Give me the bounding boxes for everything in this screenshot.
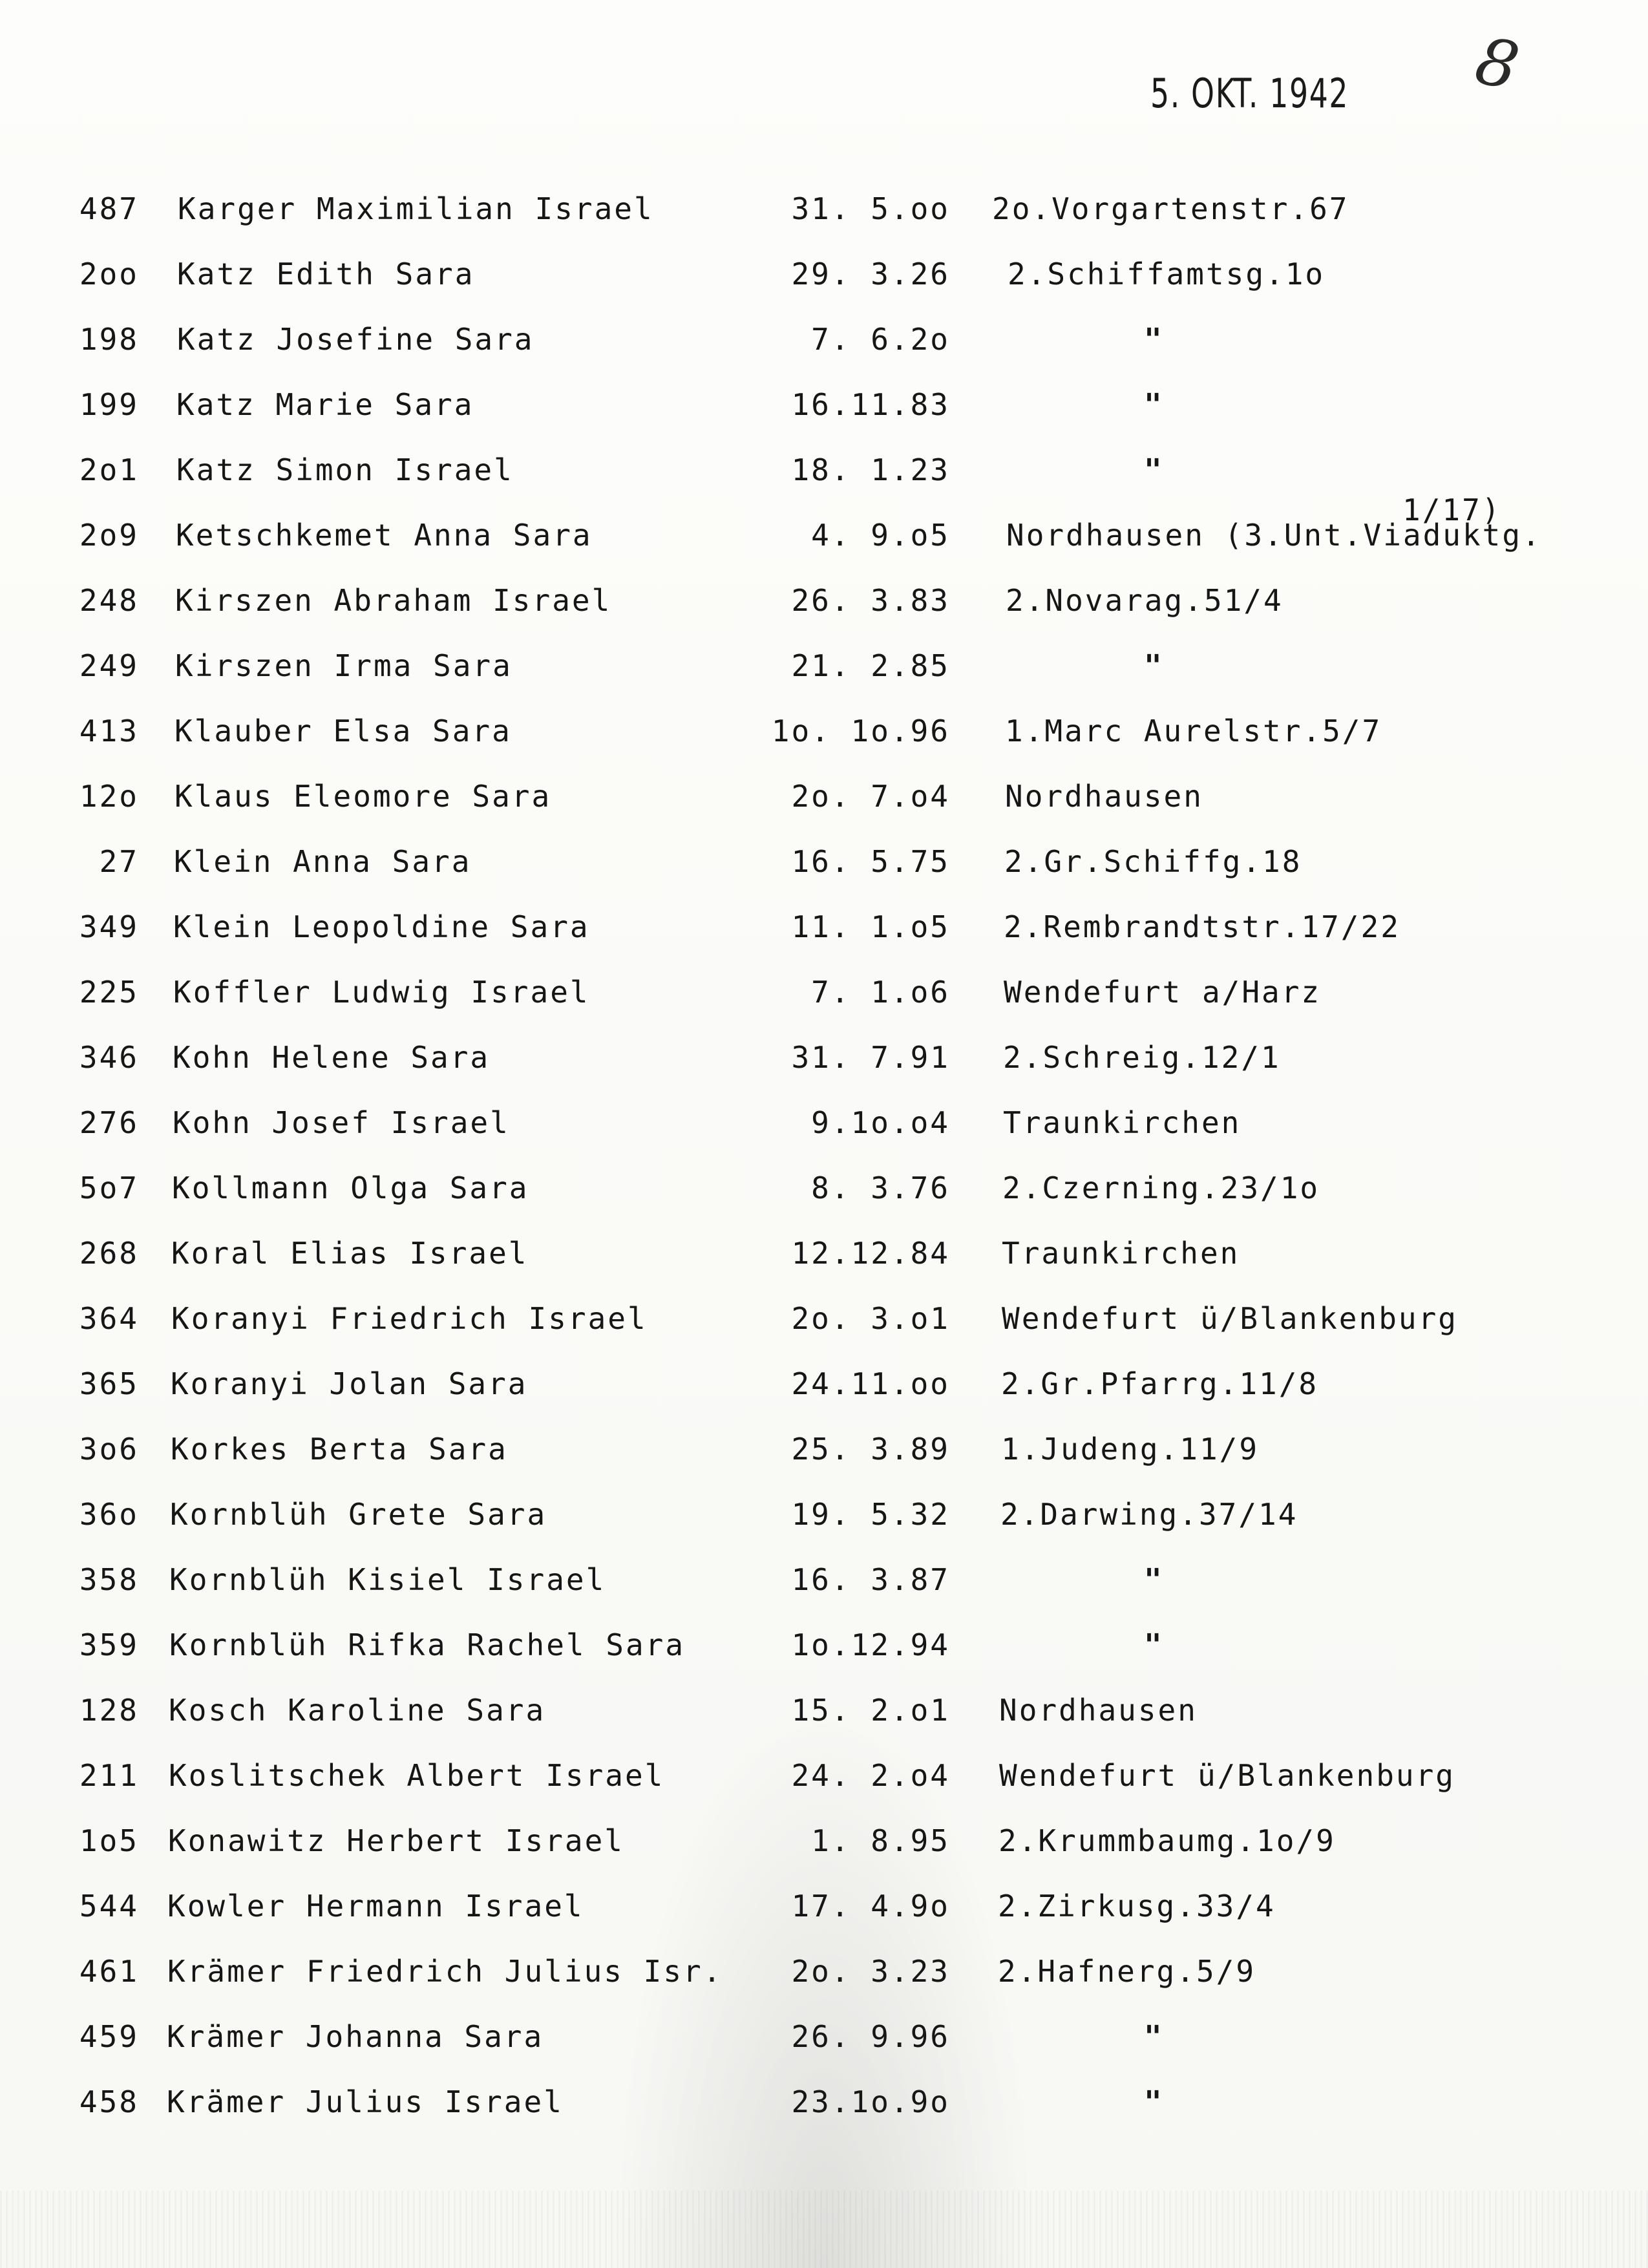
entry-number: 276 [79,1105,139,1140]
entry-address: Wendefurt ü/Blankenburg [1002,1301,1458,1336]
ditto-mark: " [1144,322,1164,357]
entry-name: Kohn Helene Sara [173,1040,491,1075]
entry-address: 2.Darwing.37/14 [1000,1497,1298,1532]
entry-number: 365 [79,1366,139,1401]
entry-birth-date: 29. 3.26 [791,257,950,291]
entry-number: 198 [79,322,139,357]
entry-name: Kornblüh Kisiel Israel [169,1562,606,1597]
entry-number: 544 [79,1889,139,1924]
entry-address: 1.Judeng.11/9 [1001,1432,1260,1467]
entry-number: 128 [79,1693,139,1728]
entry-address: Wendefurt a/Harz [1004,975,1322,1010]
entry-address: 2.Gr.Pfarrg.11/8 [1001,1366,1319,1401]
table-row [0,1105,1648,1150]
entry-birth-date: 16.11.83 [791,387,950,422]
entry-name: Korkes Berta Sara [171,1432,508,1467]
entry-name: Klaus Eleomore Sara [174,779,552,814]
entry-birth-date: 2o. 3.23 [791,1954,950,1989]
entry-name: Klein Leopoldine Sara [173,909,590,944]
entry-number: 2o1 [79,452,139,487]
ditto-mark: " [1144,2084,1164,2119]
entry-birth-date: 2o. 7.o4 [791,779,950,814]
entry-birth-date: 17. 4.9o [791,1889,950,1924]
table-row [0,583,1648,628]
entry-birth-date: 11. 1.o5 [791,909,950,944]
entry-name: Kohn Josef Israel [173,1105,510,1140]
entry-name: Kowler Hermann Israel [167,1889,584,1924]
entry-address: 2o.Vorgartenstr.67 [992,191,1349,226]
entry-number: 5o7 [79,1171,139,1205]
entry-number: 3o6 [79,1432,139,1467]
entry-birth-date: 18. 1.23 [791,452,950,487]
entry-number: 249 [79,648,139,683]
table-row [0,387,1648,432]
entry-number: 199 [79,387,139,422]
entry-birth-date: 1o.12.94 [791,1627,950,1662]
entry-number: 248 [79,583,139,618]
table-row [0,1171,1648,1216]
entry-address: Nordhausen (3.Unt.Viaduktg. [1006,518,1542,553]
entry-birth-date: 23.1o.9o [791,2084,950,2119]
entry-address: 2.Zirkusg.33/4 [998,1889,1276,1924]
entry-number: 2o9 [79,518,139,553]
entry-number: 487 [79,191,139,226]
scan-noise [0,2190,1648,2268]
table-row [0,1889,1648,1934]
table-row [0,779,1648,824]
entry-address: Nordhausen [1005,779,1203,814]
table-row [0,714,1648,759]
entry-address: 1.Marc Aurelstr.5/7 [1005,714,1382,748]
ditto-mark: " [1144,452,1164,487]
ditto-mark: " [1144,1627,1164,1662]
entry-number: 27 [99,844,139,879]
entry-number: 359 [79,1627,139,1662]
table-row [0,1562,1648,1607]
table-row [0,1301,1648,1346]
table-row [0,909,1648,955]
entry-name: Koslitschek Albert Israel [169,1758,665,1793]
entry-name: Konawitz Herbert Israel [168,1823,624,1858]
entry-number: 413 [79,714,139,748]
ditto-mark: " [1144,2019,1164,2054]
entry-birth-date: 31. 5.oo [791,191,950,226]
table-row [0,2019,1648,2064]
entry-name: Kosch Karoline Sara [169,1693,546,1728]
entry-address: 2.Gr.Schiffg.18 [1004,844,1302,879]
entry-number: 364 [79,1301,139,1336]
entry-name: Kollmann Olga Sara [172,1171,529,1205]
entry-birth-date: 4. 9.o5 [811,518,950,553]
table-row [0,1497,1648,1542]
entry-birth-date: 9.1o.o4 [811,1105,950,1140]
entry-birth-date: 2o. 3.o1 [791,1301,950,1336]
handwritten-page-number: 8 [1469,22,1526,105]
ditto-mark: " [1144,648,1164,683]
entry-birth-date: 21. 2.85 [791,648,950,683]
entry-address: Nordhausen [999,1693,1198,1728]
entry-birth-date: 24. 2.o4 [791,1758,950,1793]
entry-birth-date: 8. 3.76 [811,1171,950,1205]
table-row [0,1758,1648,1803]
table-row [0,1693,1648,1738]
entry-birth-date: 12.12.84 [791,1236,950,1271]
entry-birth-date: 26. 9.96 [791,2019,950,2054]
entry-birth-date: 25. 3.89 [791,1432,950,1467]
entry-name: Kornblüh Rifka Rachel Sara [169,1627,686,1662]
entry-birth-date: 7. 6.2o [811,322,950,357]
entry-name: Koranyi Friedrich Israel [171,1301,648,1336]
entry-number: 2oo [79,257,139,291]
entry-name: Kirszen Irma Sara [175,648,512,683]
entry-birth-date: 31. 7.91 [791,1040,950,1075]
table-row [0,844,1648,889]
table-row [0,518,1648,563]
ditto-mark: " [1144,387,1164,422]
entry-birth-date: 1o. 1o.96 [771,714,950,748]
date-stamp: 5. OKT. 1942 [1150,70,1349,117]
entry-number: 12o [79,779,139,814]
entry-birth-date: 7. 1.o6 [811,975,950,1010]
entry-address: 2.Rembrandtstr.17/22 [1004,909,1400,944]
entry-name: Klein Anna Sara [174,844,472,879]
table-row [0,1236,1648,1281]
entry-number: 1o5 [79,1823,139,1858]
entry-name: Katz Marie Sara [176,387,474,422]
entry-address: Traunkirchen [1003,1105,1241,1140]
entry-name: Krämer Friedrich Julius Isr. [167,1954,723,1989]
table-row [0,452,1648,498]
entry-address: Wendefurt ü/Blankenburg [999,1758,1455,1793]
address-continuation: 1/17) [1402,493,1502,527]
entry-birth-date: 15. 2.o1 [791,1693,950,1728]
entry-address: 2.Schreig.12/1 [1003,1040,1281,1075]
table-row [0,1627,1648,1673]
entry-number: 268 [79,1236,139,1271]
entry-number: 225 [79,975,139,1010]
table-row [0,1366,1648,1412]
entry-name: Krämer Johanna Sara [167,2019,544,2054]
entry-number: 36o [79,1497,139,1532]
entry-number: 458 [79,2084,139,2119]
entry-address: Traunkirchen [1002,1236,1240,1271]
entry-name: Koral Elias Israel [171,1236,529,1271]
entry-name: Ketschkemet Anna Sara [176,518,593,553]
entry-birth-date: 24.11.oo [791,1366,950,1401]
entry-number: 349 [79,909,139,944]
table-row [0,1823,1648,1869]
entry-name: Katz Josefine Sara [177,322,534,357]
entry-name: Koffler Ludwig Israel [173,975,590,1010]
entry-birth-date: 16. 5.75 [791,844,950,879]
table-row [0,322,1648,367]
table-row [0,1040,1648,1085]
entry-address: 2.Czerning.23/1o [1002,1171,1320,1205]
entry-address: 2.Krummbaumg.1o/9 [998,1823,1336,1858]
entry-birth-date: 1. 8.95 [811,1823,950,1858]
entry-name: Katz Edith Sara [177,257,475,291]
table-row [0,257,1648,302]
table-row [0,2084,1648,2130]
entry-name: Krämer Julius Israel [167,2084,564,2119]
entry-number: 459 [79,2019,139,2054]
entry-address: 2.Schiffamtsg.1o [1008,257,1326,291]
entry-name: Koranyi Jolan Sara [171,1366,528,1401]
entry-birth-date: 16. 3.87 [791,1562,950,1597]
entry-address: 2.Novarag.51/4 [1006,583,1284,618]
entry-name: Kirszen Abraham Israel [175,583,612,618]
entry-birth-date: 19. 5.32 [791,1497,950,1532]
entry-number: 346 [79,1040,139,1075]
ditto-mark: " [1144,1562,1164,1597]
entry-address: 2.Hafnerg.5/9 [998,1954,1256,1989]
table-row [0,648,1648,694]
entry-birth-date: 26. 3.83 [791,583,950,618]
entry-name: Katz Simon Israel [176,452,514,487]
entry-name: Kornblüh Grete Sara [170,1497,547,1532]
entry-number: 211 [79,1758,139,1793]
table-row [0,1954,1648,1999]
entry-number: 358 [79,1562,139,1597]
table-row [0,1432,1648,1477]
entry-number: 461 [79,1954,139,1989]
table-row [0,191,1648,237]
table-row [0,975,1648,1020]
entry-name: Klauber Elsa Sara [174,714,512,748]
entry-name: Karger Maximilian Israel [178,191,654,226]
